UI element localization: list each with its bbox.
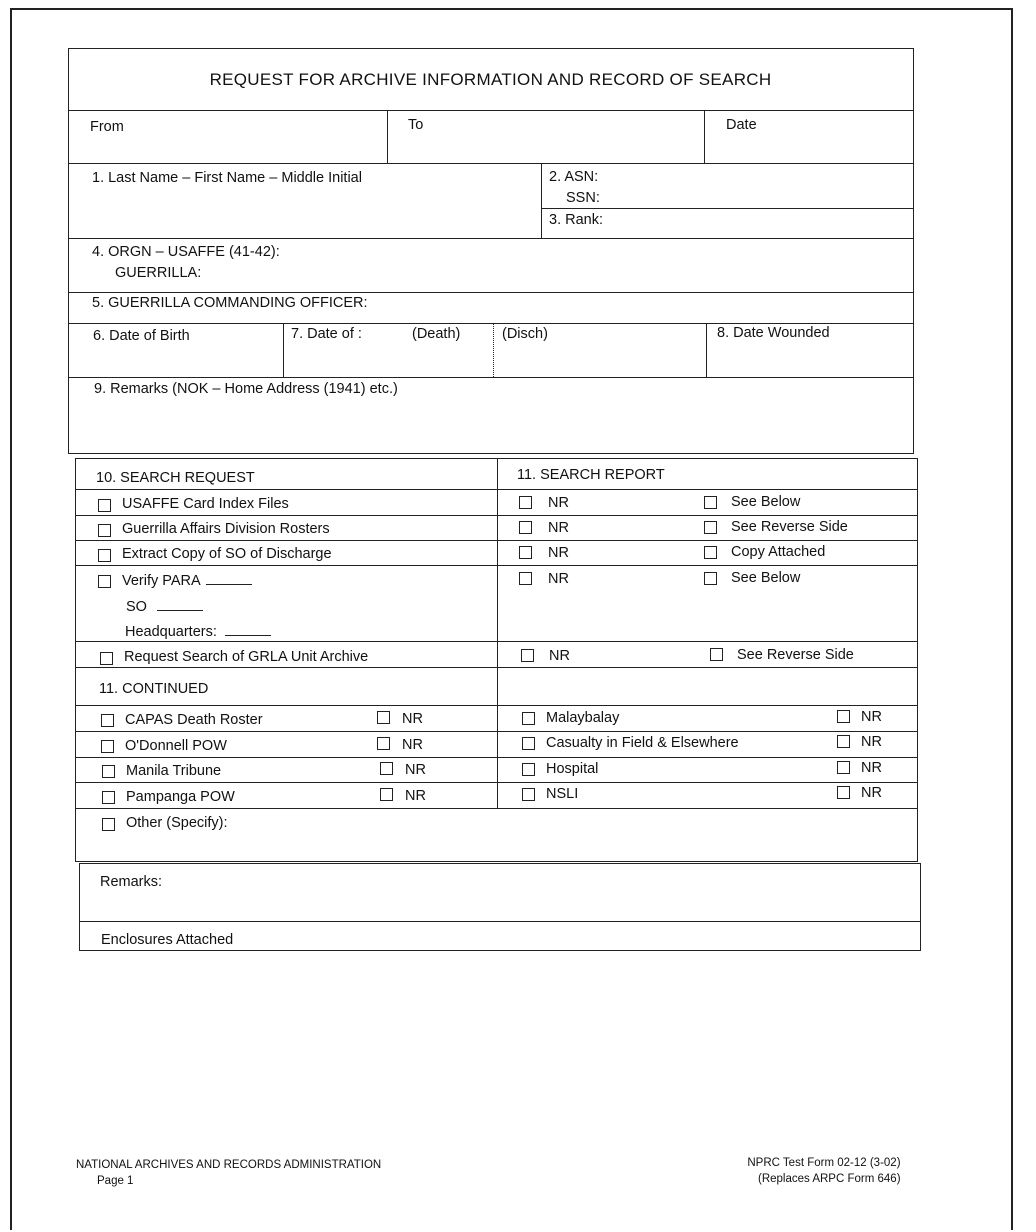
pampanga-nr-label: NR — [405, 788, 426, 804]
extract-so-label: Extract Copy of SO of Discharge — [122, 546, 332, 562]
verify-para-checkbox[interactable] — [98, 575, 111, 588]
search-request-heading: 10. SEARCH REQUEST — [96, 470, 255, 486]
hospital-nr-checkbox[interactable] — [837, 761, 850, 774]
guerrilla-rosters-label: Guerrilla Affairs Division Rosters — [122, 521, 330, 537]
guerrilla-label: GUERRILLA: — [115, 265, 202, 281]
ssn-label: SSN: — [566, 190, 600, 206]
capas-checkbox[interactable] — [101, 714, 114, 727]
other-checkbox[interactable] — [102, 818, 115, 831]
name-label: 1. Last Name – First Name – Middle Initial — [92, 170, 362, 186]
pampanga-label: Pampanga POW — [126, 789, 235, 805]
report-3-option-label: Copy Attached — [731, 544, 826, 560]
report-3-nr-label: NR — [548, 545, 569, 561]
hospital-label: Hospital — [546, 761, 599, 777]
report-2-nr-checkbox[interactable] — [519, 521, 532, 534]
form-number-footer: NPRC Test Form 02-12 (3-02) (Replaces ARPC Form 646) — [745, 1155, 901, 1187]
date-wounded-label: 8. Date Wounded — [717, 325, 830, 341]
odonnell-nr-checkbox[interactable] — [377, 737, 390, 750]
malaybalay-checkbox[interactable] — [522, 712, 535, 725]
to-label: To — [408, 117, 424, 133]
para-blank[interactable] — [206, 584, 252, 585]
hospital-nr-label: NR — [861, 760, 882, 776]
guerrilla-rosters-checkbox[interactable] — [98, 524, 111, 537]
headquarters-blank[interactable] — [225, 635, 271, 636]
remarks-label: Remarks: — [100, 874, 163, 890]
report-3-option-checkbox[interactable] — [704, 546, 717, 559]
manila-nr-label: NR — [405, 762, 426, 778]
casualty-nr-checkbox[interactable] — [837, 735, 850, 748]
report-5-nr-label: NR — [549, 648, 570, 664]
capas-nr-checkbox[interactable] — [377, 711, 390, 724]
capas-nr-label: NR — [402, 711, 423, 727]
malaybalay-nr-checkbox[interactable] — [837, 710, 850, 723]
nsli-nr-checkbox[interactable] — [837, 786, 850, 799]
report-1-nr-label: NR — [548, 495, 569, 511]
report-4-option-label: See Below — [731, 570, 801, 586]
nsli-label: NSLI — [546, 786, 579, 802]
extract-so-checkbox[interactable] — [98, 549, 111, 562]
malaybalay-nr-label: NR — [861, 709, 882, 725]
report-2-nr-label: NR — [548, 520, 569, 536]
date-of-label: 7. Date of : — [291, 326, 362, 342]
hospital-checkbox[interactable] — [522, 763, 535, 776]
grla-label: Request Search of GRLA Unit Archive — [124, 649, 369, 665]
so-label: SO — [126, 600, 203, 615]
pampanga-nr-checkbox[interactable] — [380, 788, 393, 801]
malaybalay-label: Malaybalay — [546, 710, 620, 726]
casualty-label: Casualty in Field & Elsewhere — [546, 735, 739, 751]
continued-heading: 11. CONTINUED — [99, 681, 209, 697]
report-4-option-checkbox[interactable] — [704, 572, 717, 585]
orgn-label: 4. ORGN – USAFFE (41-42): — [92, 244, 280, 260]
odonnell-label: O'Donnell POW — [125, 738, 227, 754]
report-5-option-label: See Reverse Side — [737, 647, 854, 663]
replaces-note: (Replaces ARPC Form 646) — [758, 1173, 901, 1186]
odonnell-checkbox[interactable] — [101, 740, 114, 753]
search-report-heading: 11. SEARCH REPORT — [517, 467, 665, 483]
capas-label: CAPAS Death Roster — [125, 712, 263, 728]
report-5-nr-checkbox[interactable] — [521, 649, 534, 662]
casualty-nr-label: NR — [861, 734, 882, 750]
from-label: From — [90, 119, 124, 135]
report-2-option-checkbox[interactable] — [704, 521, 717, 534]
manila-checkbox[interactable] — [102, 765, 115, 778]
nsli-checkbox[interactable] — [522, 788, 535, 801]
nsli-nr-label: NR — [861, 785, 882, 801]
report-1-option-label: See Below — [731, 494, 801, 510]
asn-label: 2. ASN: — [549, 169, 599, 185]
report-1-nr-checkbox[interactable] — [519, 496, 532, 509]
manila-label: Manila Tribune — [126, 763, 222, 779]
headquarters-label: Headquarters: — [125, 625, 271, 640]
enclosures-label: Enclosures Attached — [101, 932, 234, 948]
report-2-option-label: See Reverse Side — [731, 519, 848, 535]
death-label: (Death) — [412, 326, 461, 342]
pampanga-checkbox[interactable] — [102, 791, 115, 804]
usaffe-card-label: USAFFE Card Index Files — [122, 496, 289, 512]
usaffe-card-checkbox[interactable] — [98, 499, 111, 512]
report-1-option-checkbox[interactable] — [704, 496, 717, 509]
grla-checkbox[interactable] — [100, 652, 113, 665]
date-label: Date — [726, 117, 757, 133]
report-3-nr-checkbox[interactable] — [519, 546, 532, 559]
casualty-checkbox[interactable] — [522, 737, 535, 750]
report-4-nr-checkbox[interactable] — [519, 572, 532, 585]
agency-footer: NATIONAL ARCHIVES AND RECORDS ADMINISTRATION Page 1 — [76, 1157, 381, 1189]
verify-para-label: Verify PARA — [122, 574, 252, 589]
report-4-nr-label: NR — [548, 571, 569, 587]
report-5-option-checkbox[interactable] — [710, 648, 723, 661]
commanding-officer-label: 5. GUERRILLA COMMANDING OFFICER: — [92, 295, 368, 311]
form-title: REQUEST FOR ARCHIVE INFORMATION AND RECORD OF SEARCH — [209, 70, 772, 89]
manila-nr-checkbox[interactable] — [380, 762, 393, 775]
odonnell-nr-label: NR — [402, 737, 423, 753]
rank-label: 3. Rank: — [549, 212, 603, 228]
so-blank[interactable] — [157, 610, 203, 611]
remarks-nok-label: 9. Remarks (NOK – Home Address (1941) etc.) — [94, 381, 398, 397]
disch-label: (Disch) — [502, 326, 548, 342]
dob-label: 6. Date of Birth — [93, 328, 190, 344]
page-number: Page 1 — [97, 1175, 134, 1188]
other-label: Other (Specify): — [126, 815, 228, 831]
